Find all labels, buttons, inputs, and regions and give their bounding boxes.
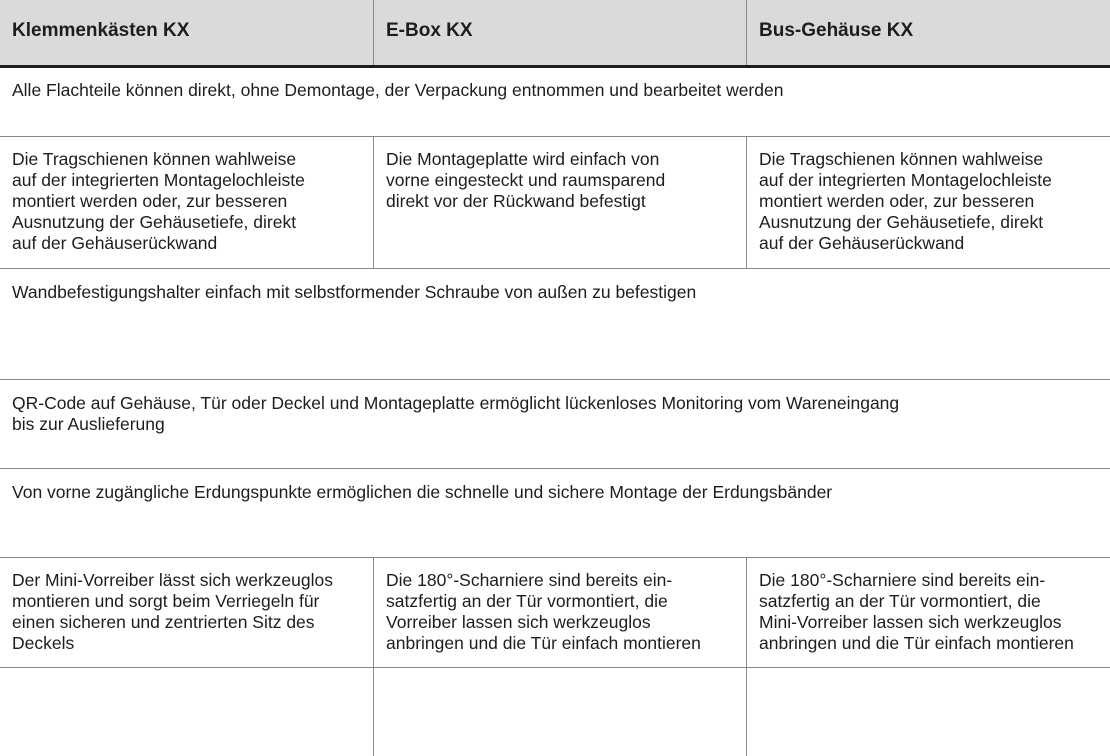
text-line: QR-Code auf Gehäuse, Tür oder Deckel und Montageplatte ermöglicht lückenloses Monitoring vom Wareneingang (12, 393, 900, 413)
header-label: E-Box KX (386, 19, 473, 41)
table-cell (0, 558, 373, 667)
text-line: Die Tragschienen können wahlweise (759, 149, 1044, 169)
table-cell (0, 137, 373, 268)
cell-text: Wandbefestigungshalter einfach mit selbstformender Schraube von außen zu befestigen (12, 282, 697, 302)
cell-text (747, 137, 1110, 254)
cell-text: Von vorne zugängliche Erdungspunkte ermöglichen die schnelle und sichere Montage der Erdungsbänder (12, 482, 833, 502)
header-cell-bus-gehaeuse (746, 0, 1110, 65)
cell-text: Alle Flachteile können direkt, ohne Demontage, der Verpackung entnommen und bearbeitet werden (12, 80, 784, 100)
table-cell (746, 668, 1110, 756)
cell-text (0, 380, 1110, 435)
cell-text (0, 137, 373, 254)
table-cell (0, 380, 1110, 468)
text-line: Ausnutzung der Gehäusetiefe, direkt (12, 212, 297, 232)
table-row (0, 558, 1110, 667)
text-line: satzfertig an der Tür vormontiert, die (759, 591, 1041, 611)
text-line: satzfertig an der Tür vormontiert, die (386, 591, 668, 611)
header-label: Klemmenkästen KX (12, 19, 190, 41)
text-line: Die 180°-Scharniere sind bereits ein- (386, 570, 673, 590)
table-header (0, 0, 1110, 68)
table-cell (0, 668, 373, 756)
table-row (0, 380, 1110, 468)
table-cell (0, 469, 1110, 557)
header-label: Bus-Gehäuse KX (759, 19, 914, 41)
cell-text (374, 558, 746, 654)
text-line: einen sicheren und zentrierten Sitz des (12, 612, 315, 632)
text-line: Deckels (12, 633, 75, 653)
table-cell (373, 668, 746, 756)
header-cell-klemmenkaesten (0, 0, 373, 65)
table-cell (373, 558, 746, 667)
table-row (0, 137, 1110, 268)
text-line: anbringen und die Tür einfach montieren (759, 633, 1074, 653)
cell-text (0, 558, 373, 654)
text-line: Die Montageplatte wird einfach von (386, 149, 660, 169)
text-line: bis zur Auslieferung (12, 414, 165, 434)
header-cell-ebox (373, 0, 746, 65)
text-line: direkt vor der Rückwand befestigt (386, 191, 646, 211)
text-line: Ausnutzung der Gehäusetiefe, direkt (759, 212, 1044, 232)
text-line: auf der integrierten Montagelochleiste (759, 170, 1052, 190)
text-line: auf der integrierten Montagelochleiste (12, 170, 305, 190)
text-line: montiert werden oder, zur besseren (12, 191, 288, 211)
table-cell (0, 269, 1110, 379)
table-row (0, 269, 1110, 379)
table-cell (373, 137, 746, 268)
text-line: Mini-Vorreiber lassen sich werkzeuglos (759, 612, 1062, 632)
text-line: auf der Gehäuserückwand (12, 233, 218, 253)
cell-text (374, 137, 746, 212)
text-line: Vorreiber lassen sich werkzeuglos (386, 612, 651, 632)
text-line: auf der Gehäuserückwand (759, 233, 965, 253)
table-row (0, 469, 1110, 557)
text-line: montiert werden oder, zur besseren (759, 191, 1035, 211)
text-line: Die Tragschienen können wahlweise (12, 149, 297, 169)
text-line: Der Mini-Vorreiber lässt sich werkzeuglos (12, 570, 333, 590)
table-cell (746, 137, 1110, 268)
text-line: montieren und sorgt beim Verriegeln für (12, 591, 320, 611)
table-cell (0, 68, 1110, 136)
text-line: Die 180°-Scharniere sind bereits ein- (759, 570, 1046, 590)
cell-text (747, 558, 1110, 654)
table-row (0, 668, 1110, 756)
text-line: anbringen und die Tür einfach montieren (386, 633, 701, 653)
text-line: vorne eingesteckt und raumsparend (386, 170, 666, 190)
table-row (0, 68, 1110, 136)
table-cell (746, 558, 1110, 667)
